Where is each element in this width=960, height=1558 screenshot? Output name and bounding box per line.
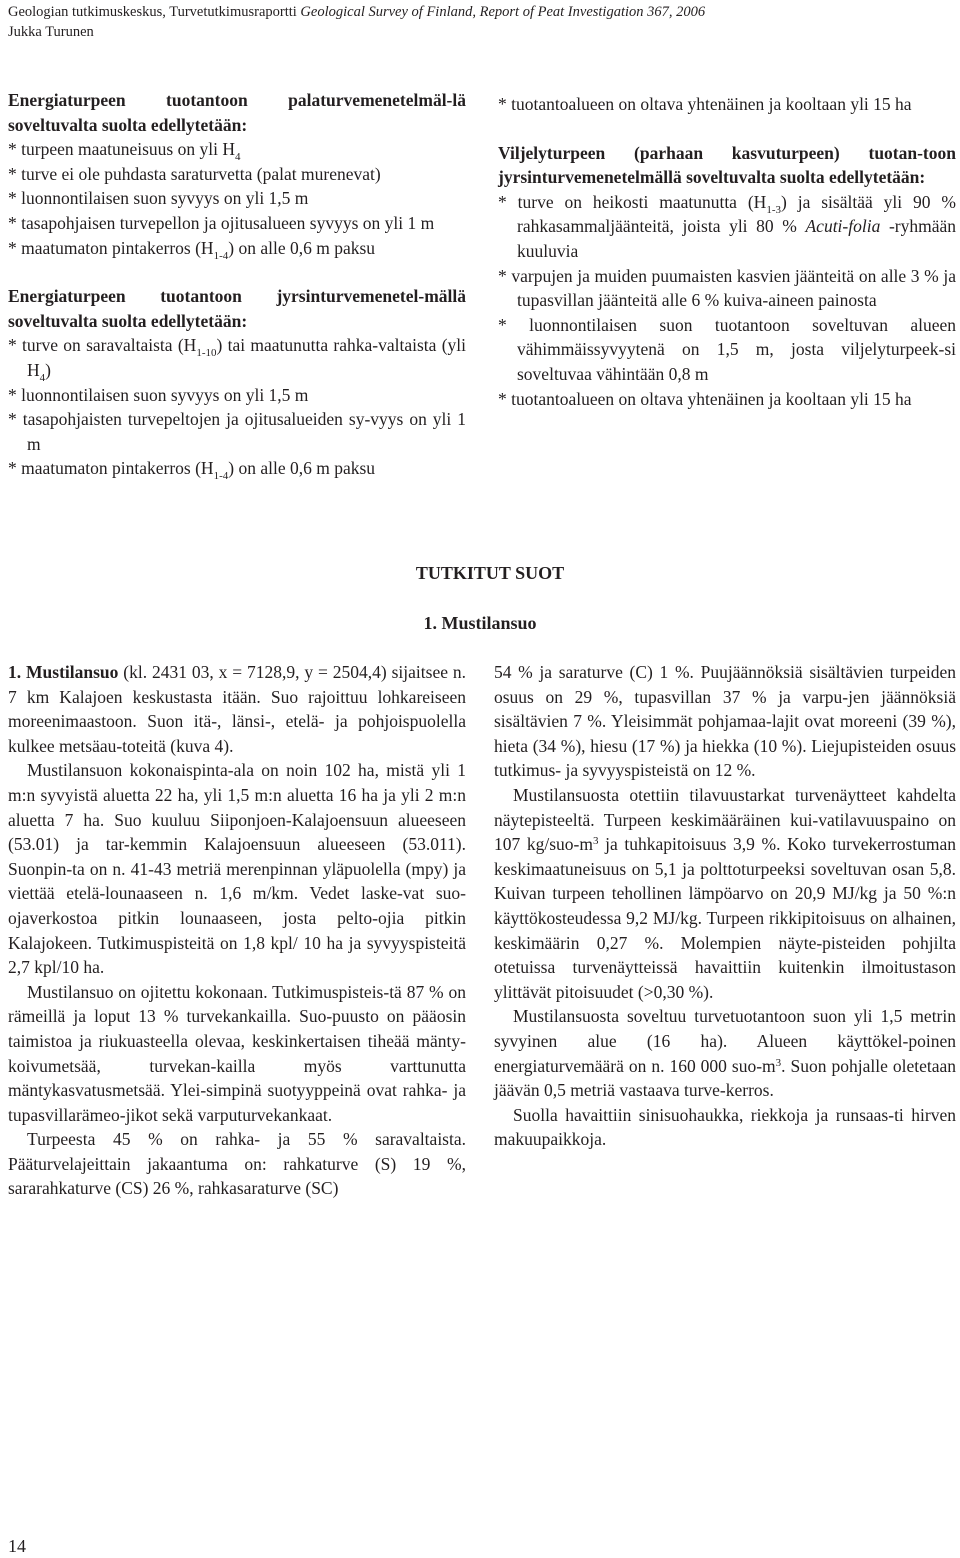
list-item: * tasapohjaisen turvepellon ja ojitusalueen syvyys on yli 1 m [8, 212, 435, 233]
right-top-column [498, 92, 956, 411]
list-item: * luonnontilaisen suon tuotantoon soveltuvan alueen vähimmäissyvyytenä on 1,5 m, josta viljelyturpeek-si soveltuvaa vähintään 0,8 m [498, 314, 956, 384]
taxon-name: Acuti-folia [805, 216, 881, 237]
list-item: * turve ei ole puhdasta saraturvetta (palat murenevat) [8, 163, 381, 184]
body-paragraph: 54 % ja saraturve (C) 1 %. Puujäännöksiä sisältävien turpeiden osuus on 29 %, tupasvillan 37 % ja varpu-jen jäännöksiä sisältävien 7 %. Yleisimmät pohjamaa-lajit ovat moreeni (39 %), hieta (34 %), hiesu (17 %) ja hiekka (10 %). Liejupisteiden osuus tutkimus- ja syvyyspisteistä on 12 %. [494, 662, 956, 781]
list-item: * luonnontilaisen suon syvyys on yli 1,5 m [8, 384, 309, 405]
paragraph-text: ja tuhkapitoisuus 3,9 %. Koko turvekerrostuman keskimaatuneisuus on 5,1 ja polttoturpeeksi soveltuvan osan 5,8. Kuivan turpeen tehollinen lämpöarvo on 20,9 MJ/kg ja 50 %:n käyttökosteudessa 9,2 MJ/kg. Turpeen rikkipitoisuus on alhainen, keskimäärin 0,27 %. Molempien näyte-pisteiden pohjilta otetuissa turvenäytteissä havaittiin kuitenkin ilmoitustason ylittävät pitoisuudet (>0,30 %). [494, 834, 956, 1002]
header-publisher: Geologian tutkimuskeskus, Turvetutkimusraportti [8, 4, 297, 20]
body-paragraph [494, 1004, 956, 1102]
list-item [498, 190, 956, 264]
list-item-text: ) [45, 359, 51, 380]
left-top-column [8, 88, 466, 481]
paragraph-text: . Suon pohjalle oletetaan jäävän 0,5 metriä vastaava turve-kerros. [494, 1055, 957, 1101]
list-item [8, 456, 466, 481]
list-item-text: * maatumaton pintakerros (H [8, 458, 214, 479]
subscript: 1-4 [213, 249, 229, 262]
superscript: 3 [592, 835, 599, 848]
subscript: 1-10 [196, 347, 217, 360]
body-paragraph: Turpeesta 45 % on rahka- ja 55 % saravaltaista. Pääturvelajeittain jakaantuma on: rahkaturve (S) 19 %, sararahkaturve (CS) 26 %, rahkasaraturve (SC) [8, 1129, 466, 1199]
list-item [8, 236, 466, 261]
viljelyturve-heading: Viljelyturpeen (parhaan kasvuturpeen) tuotan-toon jyrsinturvemenetelmällä soveltuvalta suolta edellytetään: [498, 142, 956, 188]
header-publication: Geological Survey of Finland, Report of Peat Investigation 367, 2006 [300, 4, 706, 20]
list-item [8, 333, 466, 382]
paragraph-text: Mustilansuosta soveltuu turvetuotantoon suon yli 1,5 metrin syvyinen alue (16 ha). Alueen käyttökel-poinen energiaturvemäärä on n. 160 000 suo-m [494, 1006, 956, 1076]
body-paragraph [494, 783, 956, 1004]
subscript: 1-3 [766, 203, 781, 216]
body-paragraph [8, 660, 466, 758]
list-item [8, 137, 466, 162]
section-subtitle: 1. Mustilansuo [423, 613, 537, 633]
list-item-text: * turpeen maatuneisuus on yli H [8, 139, 235, 160]
body-paragraph: Mustilansuon kokonaispinta-ala on noin 102 ha, mistä yli 1 m:n syvyistä aluetta 22 ha, yli 1,5 m:n aluetta 16 ha ja yli 2 m:n aluetta 7 ha. Suo kuuluu Siiponjoen-Kalajoensuun alueeseen (53.01) ja tar-kemmin Kalajoensuun alueeseen (53.011). Suonpin-ta on n. 41-43 metriä merenpinnan yläpuolella (mpy) ja viettää etelä-lounaaseen n. 1,6 m/km. Vedet laske-vat suo-ojaverkostoa pitkin lounaaseen, josta pelto-ojia pitkin Kalajokeen. Tutkimuspisteitä on 1,8 kpl/ 10 ha ja syvyyspisteitä 2,7 kpl/10 ha. [8, 760, 466, 978]
page-number: 14 [8, 1536, 26, 1556]
subscript: 4 [39, 371, 46, 384]
header-author: Jukka Turunen [8, 24, 94, 40]
running-header [8, 2, 705, 42]
list-item-text: ) on alle 0,6 m paksu [228, 458, 376, 479]
left-body-column [8, 660, 466, 1201]
header-line-1 [8, 2, 705, 22]
section-title: TUTKITUT SUOT [415, 563, 565, 583]
list-item: * luonnontilaisen suon syvyys on yli 1,5 m [8, 188, 309, 209]
list-item: * tuotantoalueen on oltava yhtenäinen ja kooltaan yli 15 ha [498, 94, 912, 114]
list-item-text: * maatumaton pintakerros (H [8, 237, 214, 258]
right-body-column [494, 660, 956, 1152]
list-item-text: ) on alle 0,6 m paksu [228, 237, 376, 258]
body-paragraph: Mustilansuo on ojitettu kokonaan. Tutkimuspisteis-tä 87 % on rämeillä ja loput 13 % turvekankailla. Suo-puusto on pääosin taimistoa ja riukuasteella olevaa, keskinkertaisen tiheää mänty-koivumetsää, turvekan-kailla myös varttunutta mäntykasvatusmetsää. Ylei-simpinä suotyyppeinä ovat rahka- ja tupasvillarämeo-jikot sekä varputurvekankaat. [8, 981, 466, 1125]
body-paragraph: Suolla havaittiin sinisuohaukka, riekkoja ja runsaas-ti hirven makuupaikkoja. [494, 1104, 956, 1150]
paragraph-text: (kl. 2431 03, x = 7128,9, y = 2504,4) sijaitsee n. 7 km Kalajoen keskustasta itään. Suo rajoittuu lohkareiseen moreenimaastoon. Suon itä-, länsi-, etelä- ja pohjoispuolella kulkee metsäau-toteitä (kuva 4). [8, 662, 467, 756]
list-item-text: * turve on saravaltaista (H [8, 335, 197, 356]
list-item: * varpujen ja muiden puumaisten kasvien jäänteitä on alle 3 % ja tupasvillan jäänteitä alle 6 % kuiva-aineen painosta [498, 265, 956, 311]
subscript: 1-4 [213, 470, 229, 483]
jyrsinturve-heading: Energiaturpeen tuotantoon jyrsinturvemenetel-mällä soveltuvalta suolta edellytetään: [8, 286, 466, 331]
paragraph-text: Mustilansuosta otettiin tilavuustarkat turvenäytteet kahdelta näytepisteeltä. Turpeen keskimääräinen kui-vatilavuuspaino on 107 kg/suo-m [494, 784, 956, 855]
superscript: 3 [775, 1056, 782, 1069]
list-item-text: -ryhmään kuuluvia [517, 216, 957, 261]
palaturve-heading: Energiaturpeen tuotantoon palaturvemenetelmäl-lä soveltuvalta suolta edellytetään: [8, 90, 466, 135]
subscript: 4 [234, 151, 241, 164]
list-item-text: * turve on heikosti maatunutta (H [498, 191, 767, 212]
list-item-text: ) tai maatunutta rahka-valtaista (yli H [27, 335, 467, 380]
list-item: * tasapohjaisten turvepeltojen ja ojitusalueiden sy-vyys on yli 1 m [8, 409, 466, 454]
list-item-text: ) ja sisältää yli 90 % rahkasammaljäänteitä, joista yli 80 % [517, 191, 956, 237]
list-item: * tuotantoalueen on oltava yhtenäinen ja kooltaan yli 15 ha [498, 388, 912, 409]
paragraph-lead: 1. Mustilansuo [8, 662, 119, 682]
